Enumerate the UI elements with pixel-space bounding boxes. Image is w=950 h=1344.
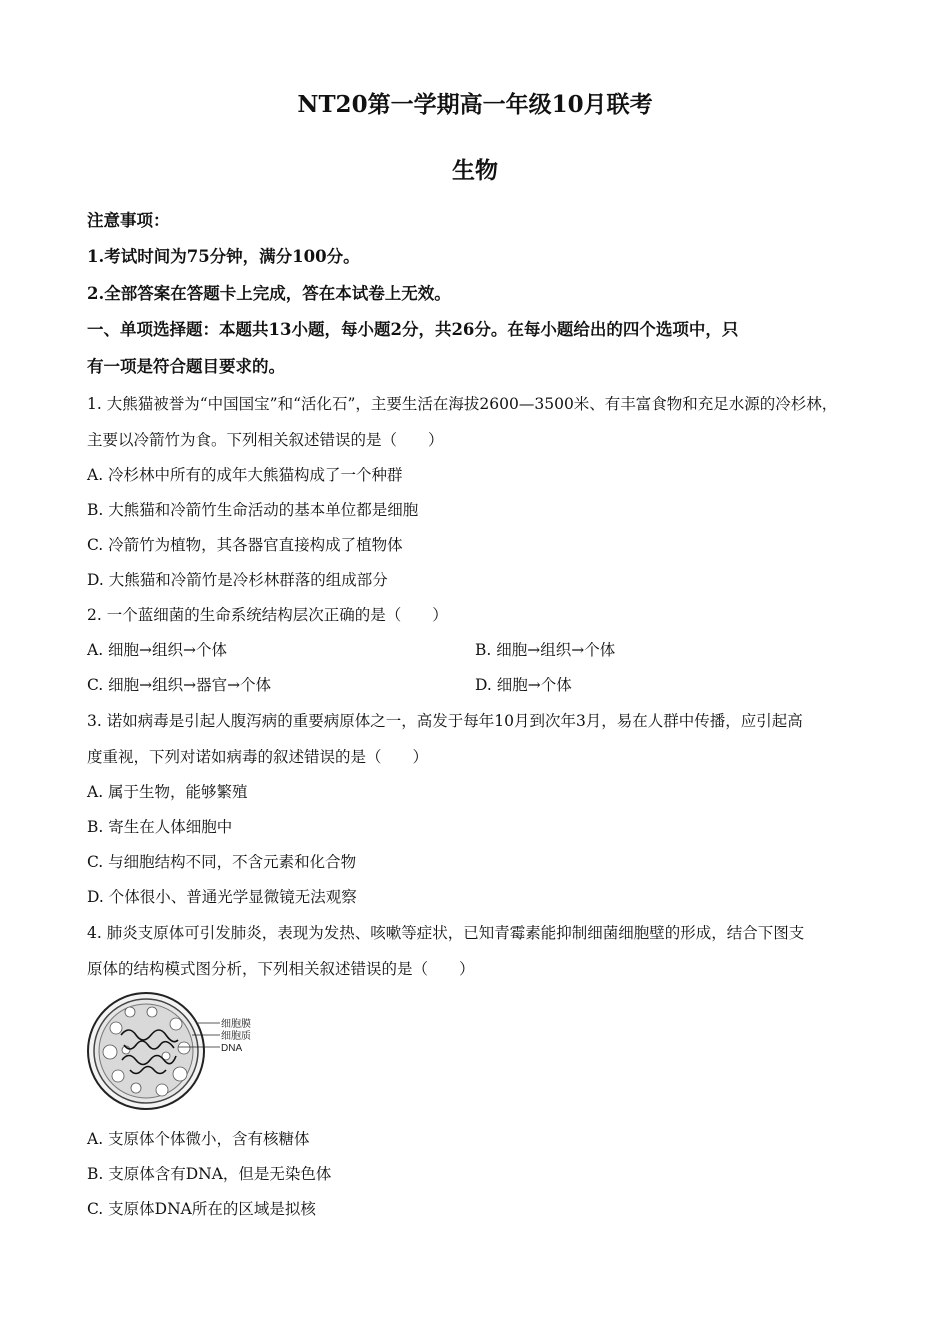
- q4-stem-line-1: 4. 肺炎支原体可引发肺炎，表现为发热、咳嗽等症状，已知青霉素能抑制细菌细胞壁的形成，结合下图支: [87, 924, 805, 942]
- q3-option-c: C. 与细胞结构不同，不含元素和化合物: [87, 853, 357, 871]
- q2-option-d: D. 细胞→个体: [475, 676, 572, 694]
- q1-option-c: C. 冷箭竹为植物，其各器官直接构成了植物体: [87, 536, 403, 554]
- notice-item-1: 1.考试时间为75分钟，满分100分。: [87, 247, 360, 266]
- q1-stem-line-2: 主要以冷箭竹为食。下列相关叙述错误的是（ ）: [87, 431, 444, 449]
- mycoplasma-structure-diagram: [86, 990, 266, 1114]
- q1-option-b: B. 大熊猫和冷箭竹生命活动的基本单位都是细胞: [87, 501, 419, 519]
- q3-option-a: A. 属于生物，能够繁殖: [87, 783, 248, 801]
- q3-option-b: B. 寄生在人体细胞中: [87, 818, 233, 836]
- q2-stem: 2. 一个蓝细菌的生命系统结构层次正确的是（ ）: [87, 606, 448, 624]
- q2-option-b: B. 细胞→组织→个体: [475, 641, 616, 659]
- label-dna: DNA: [221, 1043, 243, 1054]
- q3-option-d: D. 个体很小、普通光学显微镜无法观察: [87, 888, 357, 906]
- q2-option-a: A. 细胞→组织→个体: [87, 641, 228, 659]
- label-cell-membrane: 细胞膜: [221, 1019, 251, 1030]
- q4-stem-line-2: 原体的结构模式图分析，下列相关叙述错误的是（ ）: [87, 960, 475, 978]
- label-cytoplasm: 细胞质: [221, 1031, 251, 1042]
- q1-option-d: D. 大熊猫和冷箭竹是冷杉林群落的组成部分: [87, 571, 388, 589]
- q3-stem-line-1: 3. 诺如病毒是引起人腹泻病的重要病原体之一，高发于每年10月到次年3月，易在人群中传播，应引起高: [87, 712, 803, 730]
- section-1-instructions-line-1: 一、单项选择题：本题共13小题，每小题2分，共26分。在每小题给出的四个选项中，只: [87, 320, 739, 339]
- q2-option-c: C. 细胞→组织→器官→个体: [87, 676, 272, 694]
- q1-option-a: A. 冷杉林中所有的成年大熊猫构成了一个种群: [87, 466, 403, 484]
- exam-title: NT20第一学期高一年级10月联考: [297, 91, 653, 118]
- q3-stem-line-2: 度重视，下列对诺如病毒的叙述错误的是（ ）: [87, 748, 429, 766]
- q4-option-a: A. 支原体个体微小，含有核糖体: [87, 1130, 310, 1148]
- notice-item-2: 2.全部答案在答题卡上完成，答在本试卷上无效。: [87, 284, 451, 303]
- q4-option-c: C. 支原体DNA所在的区域是拟核: [87, 1200, 316, 1218]
- q1-stem-line-1: 1. 大熊猫被誉为“中国国宝”和“活化石”，主要生活在海拔2600—3500米、有丰富食物和充足水源的冷杉林，: [87, 395, 838, 413]
- q4-option-b: B. 支原体含有DNA，但是无染色体: [87, 1165, 332, 1183]
- section-1-instructions-line-2: 有一项是符合题目要求的。: [87, 357, 285, 376]
- notice-heading: 注意事项：: [87, 211, 170, 230]
- subject-title: 生物: [452, 157, 498, 184]
